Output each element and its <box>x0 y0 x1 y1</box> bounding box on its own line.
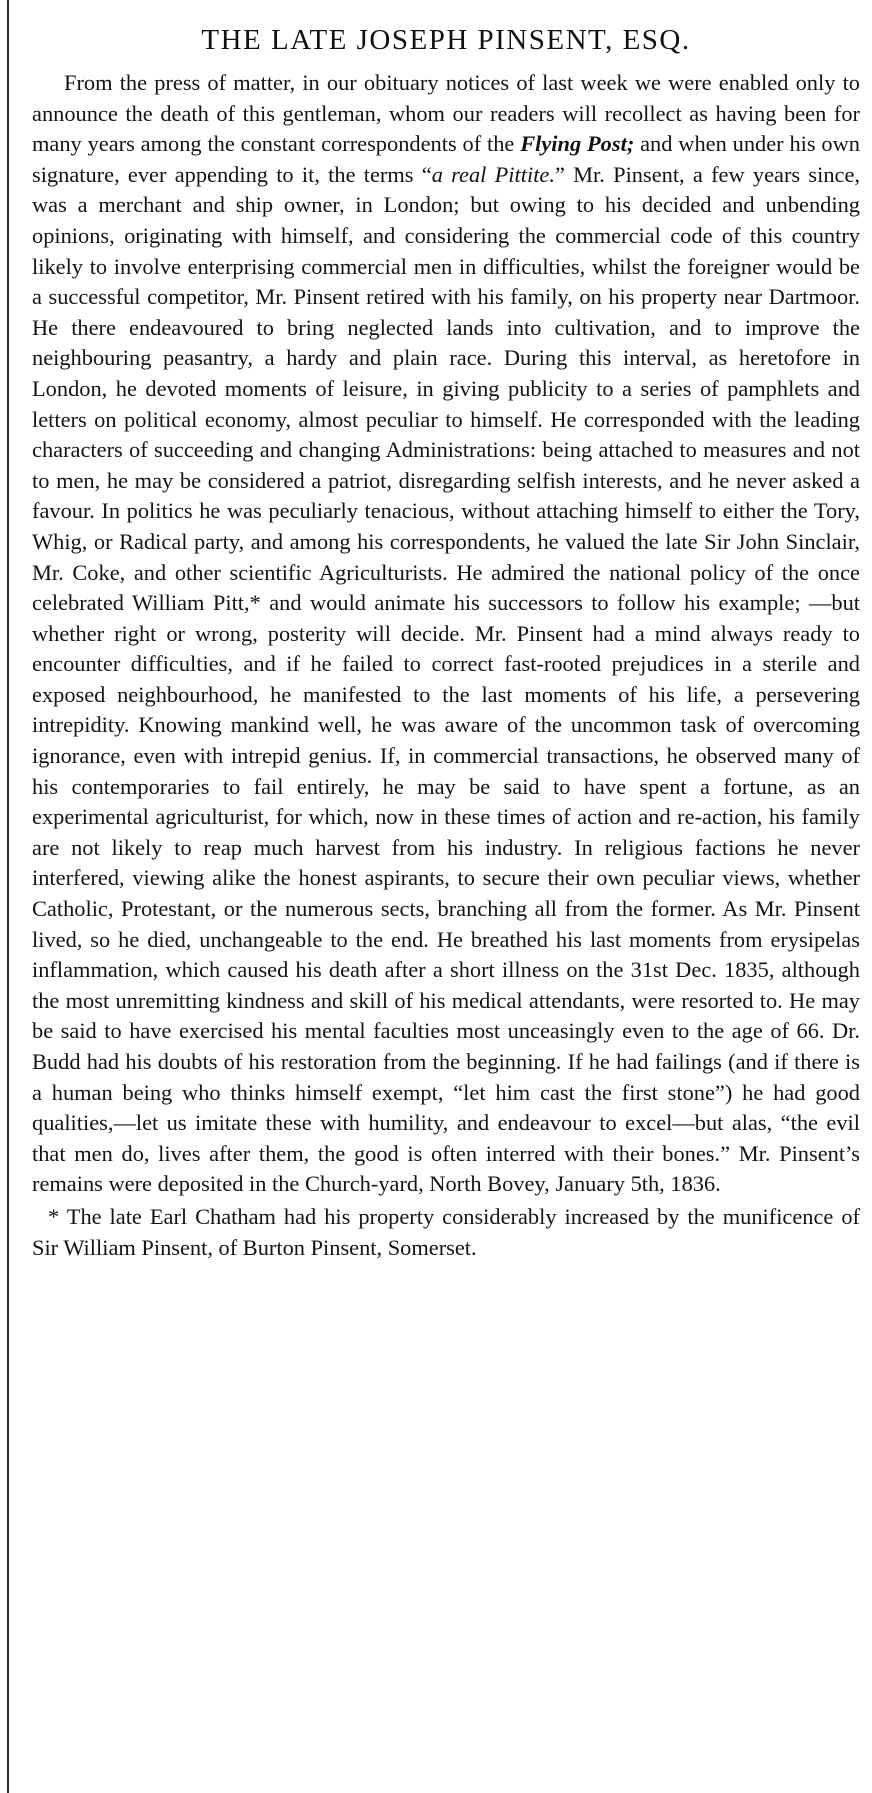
article-title: THE LATE JOSEPH PINSENT, ESQ. <box>201 24 691 56</box>
article-body <box>32 68 860 1200</box>
body-signature-lead: and when under his own signature, ever appending to it, the terms “ <box>32 131 860 187</box>
body-main: ” Mr. Pinsent, a few years since, was a merchant and ship owner, in London; but owing to his decided and unbending opinions, originating with himself, and considering the commercial code of this country likely to involve enterprising commercial men in difficulties, whilst the foreigner would be a successful competitor, Mr. Pinsent retired with his family, on his property near Dartmoor. He there endeavoured to bring neglected lands into cultivation, and to improve the neighbouring peasantry, a hardy and plain race. During this interval, as heretofore in London, he devoted moments of leisure, in giving publicity to a series of pamphlets and letters on political economy, almost peculiar to himself. He corresponded with the leading characters of succeeding and changing Administrations: being attached to measures and not to men, he may be considered a patriot, disregarding selfish interests, and he never asked a favour. In politics he was peculiarly tenacious, without attaching himself to either the Tory, Whig, or Radical party, and among his correspondents, he valued the late Sir John Sinclair, Mr. Coke, and other scientific Agriculturists. He admired the national policy of the once celebrated William Pitt,* and would animate his successors to follow his example; —but whether right or wrong, posterity will decide. Mr. Pinsent had a mind always ready to encounter difficulties, and if he failed to correct fast-rooted prejudices in a sterile and exposed neighbourhood, he manifested to the last moments of his life, a persevering intrepidity. Knowing mankind well, he was aware of the uncommon task of overcoming ignorance, even with intrepid genius. If, in commercial transactions, he observed many of his contemporaries to fail entirely, he may be said to have spent a fortune, as an experimental agriculturist, for which, now in these times of action and re-action, his family are not likely to reap much harvest from his industry. In religious factions he never interfered, viewing alike the honest aspirants, to secure their own peculiar views, whether Catholic, Protestant, or the numerous sects, branching all from the former. As Mr. Pinsent lived, so he died, unchangeable to the end. He breathed his last moments from erysipelas inflammation, which caused his death after a short illness on the 31st Dec. 1835, although the most unremitting kindness and skill of his medical attendants, were resorted to. He may be said to have exercised his mental faculties most unceasingly even to the age of 66. Dr. Budd had his doubts of his restoration from the beginning. If he had failings (and if there is a human being who thinks himself exempt, “let him cast the first stone”) he had good qualities,—let us imitate these with humility, and endeavour to excel—but alas, “the evil that men do, lives after them, the good is often interred with their bones.” Mr. Pinsent’s remains were deposited in the Church-yard, North Bovey, January 5th, 1836. <box>32 161 860 1197</box>
footnote: * The late Earl Chatham had his property considerably increased by the munificence of Sir William Pinsent, of Burton Pinsent, Somerset. <box>32 1203 860 1260</box>
signature-term: a real Pittite. <box>431 161 555 187</box>
column-rule <box>7 0 9 1793</box>
body-opening: From the press of matter, in our obituary notices of last week we were enabled only to announce the death of this gentleman, whom our readers will recollect as having been for many years among the constant correspondents of the <box>32 70 860 157</box>
article-column <box>32 22 860 1263</box>
newspaper-name: Flying Post; <box>520 131 635 157</box>
